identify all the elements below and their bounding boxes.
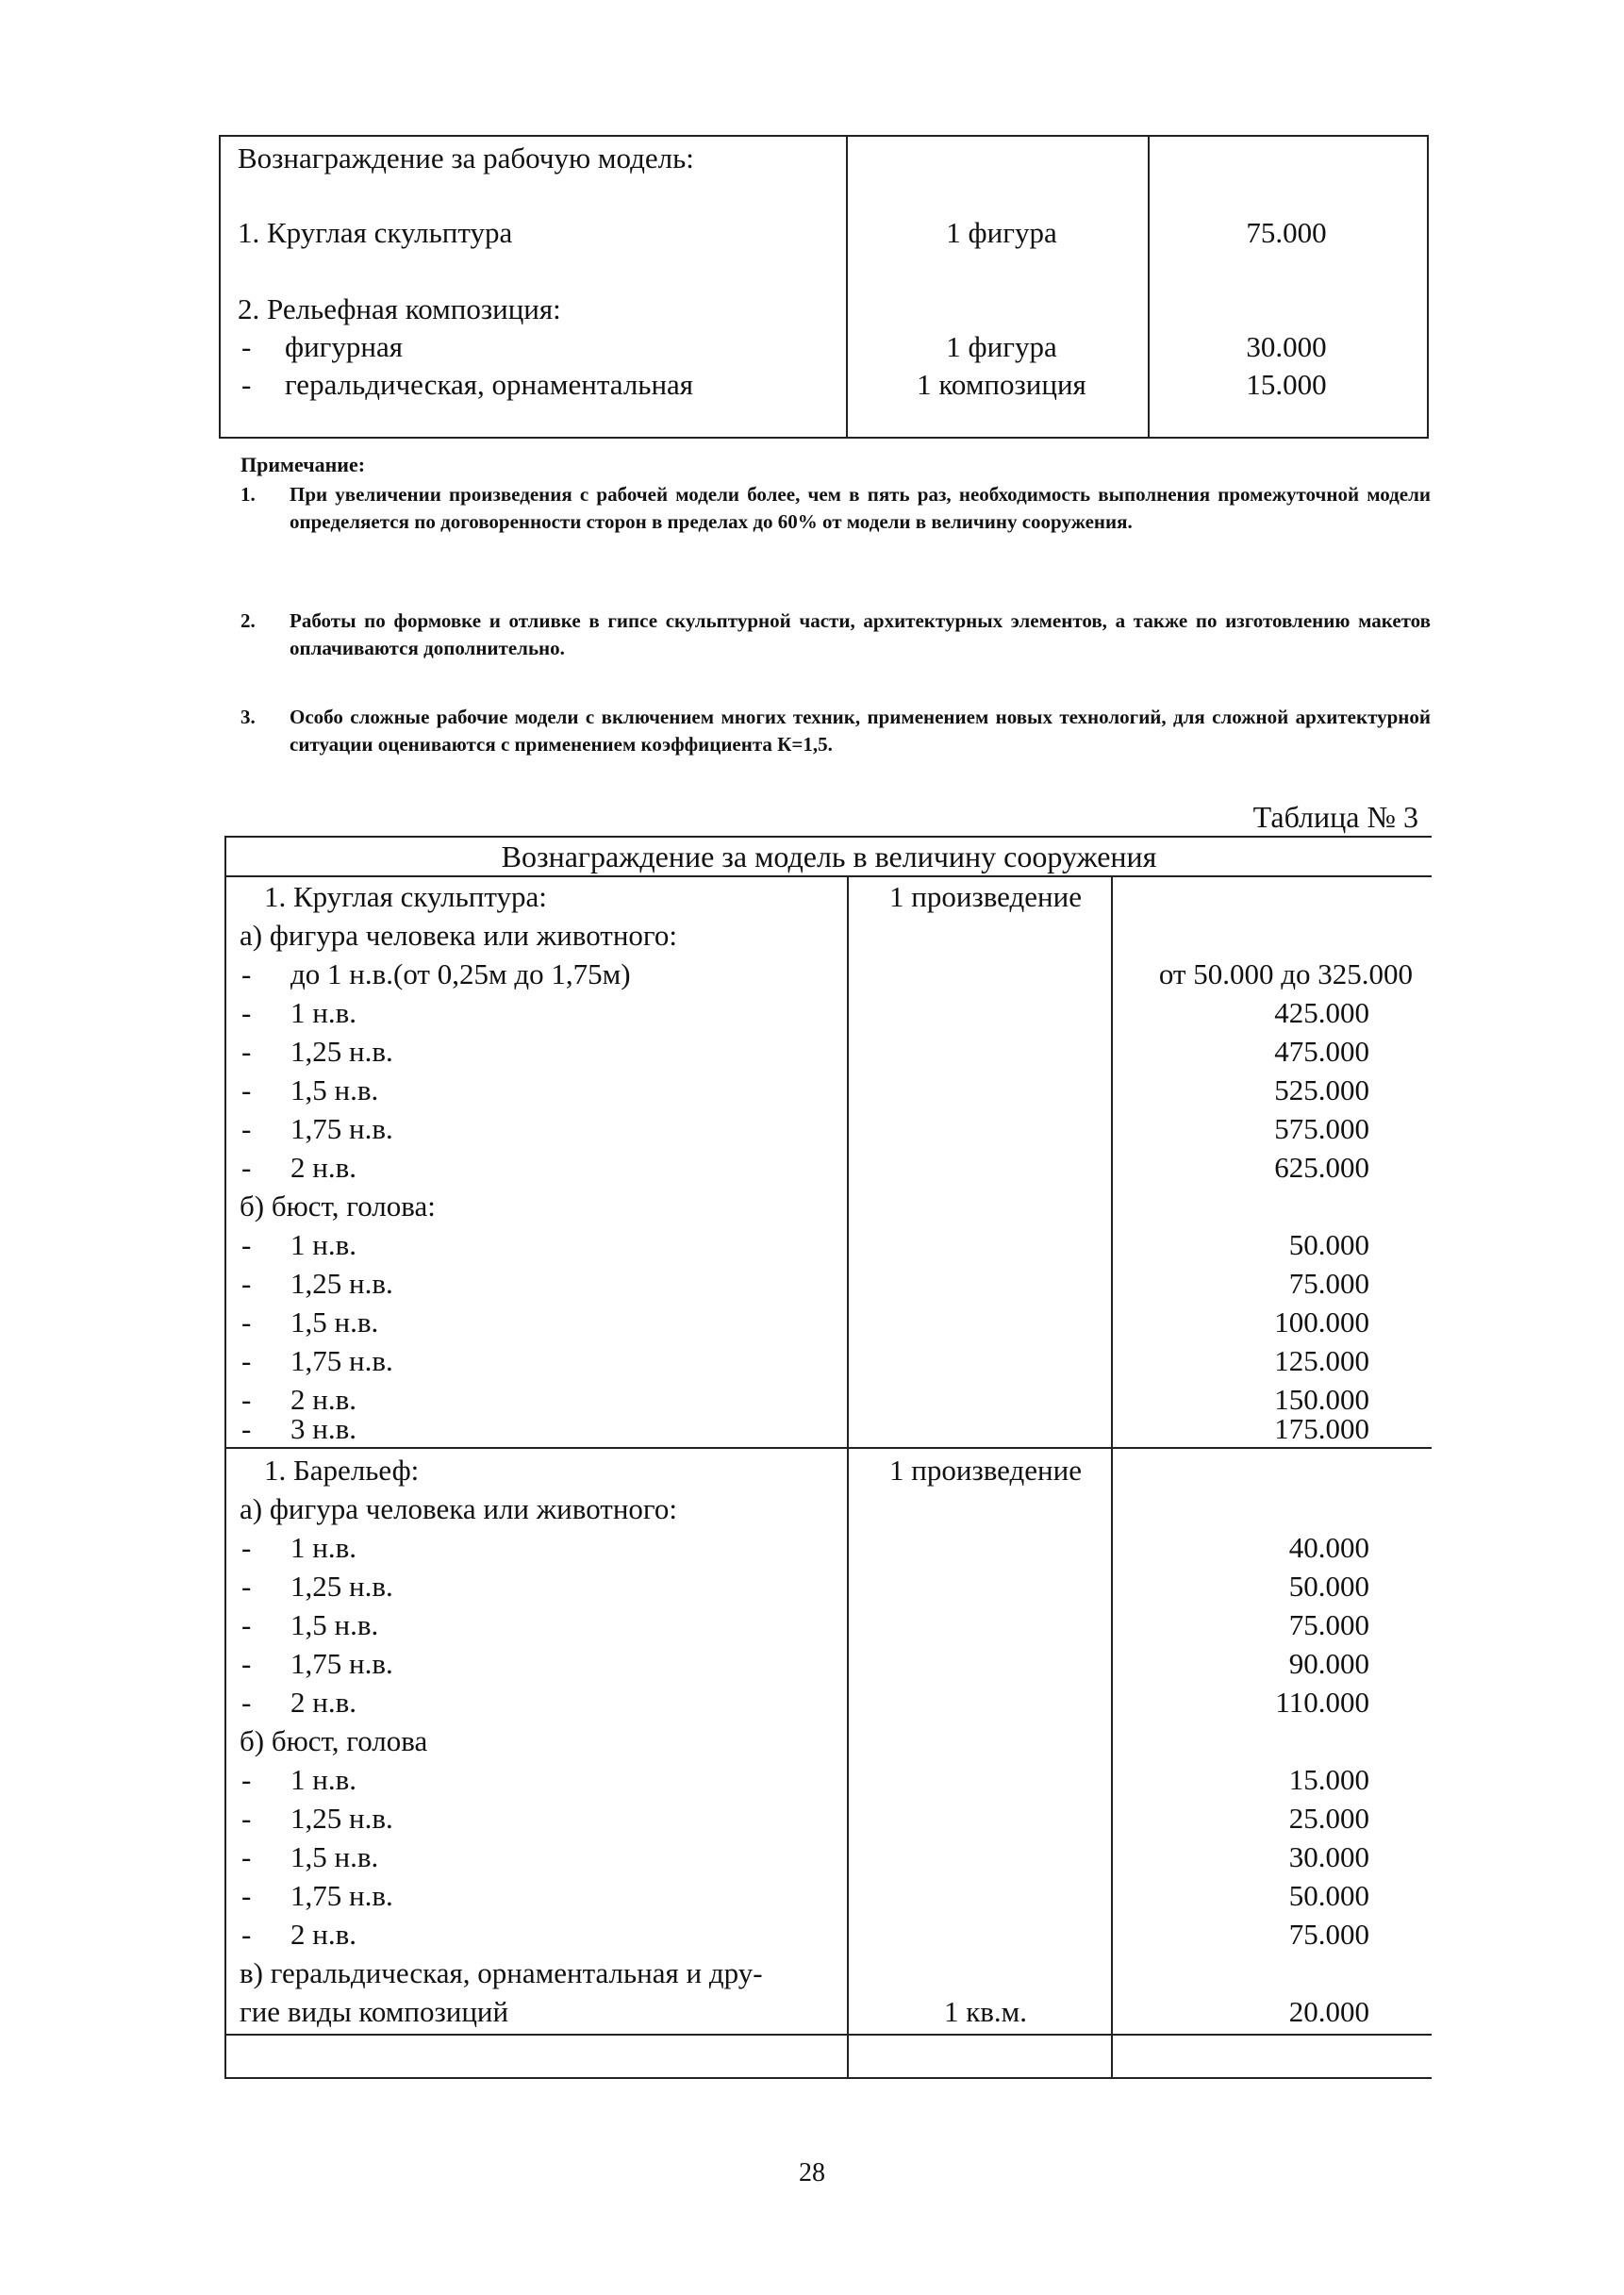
row-value: 175.000 (1274, 1412, 1369, 1445)
row-label: 2 н.в. (290, 1151, 356, 1184)
table1-item1-value: 75.000 (1246, 216, 1327, 249)
dash-mark: - (241, 1608, 252, 1641)
dash-mark: - (241, 1383, 252, 1416)
row-label: 1,75 н.в. (290, 1112, 393, 1145)
note-number: 2. (240, 609, 256, 632)
row-label: 1,75 н.в. (290, 1647, 393, 1680)
table-row (226, 1341, 1432, 1380)
row-value: 75.000 (1288, 1608, 1369, 1641)
table-row (226, 1409, 1432, 1448)
row-value: 15.000 (1288, 1763, 1369, 1796)
subsection-title: б) бюст, голова: (240, 1189, 436, 1222)
unit-cell: 1 произведение (889, 1454, 1082, 1487)
table1-item2a-value: 30.000 (1246, 330, 1327, 363)
dash-mark: - (241, 1073, 252, 1106)
row-label: 1,25 н.в. (290, 1570, 393, 1603)
note-text: При увеличении произведения с рабочей модели более, чем в пять раз, необходимость выполнения промежуточной модели определяется по договоренности сторон в пределах до 60% от модели в величину сооружения. (290, 483, 1431, 533)
table-row (226, 993, 1432, 1032)
dash-mark: - (241, 1763, 252, 1796)
page-number: 28 (799, 2158, 825, 2187)
table-row (226, 1992, 1432, 2031)
table1-item2b-name: геральдическая, орнаментальная (285, 368, 694, 401)
dash-mark: - (241, 1647, 252, 1680)
table-row (226, 877, 1432, 916)
table1-item2b-dash: - (241, 368, 252, 401)
table-row (226, 1451, 1432, 1489)
row-label: 3 н.в. (290, 1412, 356, 1445)
table-row (226, 1915, 1432, 1954)
dash-mark: - (241, 1686, 252, 1719)
dash-mark: - (241, 1035, 252, 1068)
table1-header: Вознаграждение за рабочую модель: (238, 141, 694, 175)
subsection-title: б) бюст, голова (240, 1724, 428, 1757)
row-label: 1,5 н.в. (290, 1073, 379, 1106)
table-row (226, 1876, 1432, 1915)
row-value: 525.000 (1274, 1073, 1369, 1106)
table-row (226, 955, 1432, 993)
dash-mark: - (241, 996, 252, 1029)
table-row (226, 1605, 1432, 1644)
section-title: 1. Барельеф: (264, 1454, 420, 1487)
row-label: 2 н.в. (290, 1383, 356, 1416)
row-value: 475.000 (1274, 1035, 1369, 1068)
table3-title: Вознаграждение за модель в величину сооружения (501, 840, 1157, 873)
row-label: 1,25 н.в. (290, 1267, 393, 1300)
subsection-title: а) фигура человека или животного: (240, 1492, 677, 1525)
table-row (226, 916, 1432, 955)
table1-item2b-unit: 1 композиция (917, 368, 1086, 401)
dash-mark: - (241, 957, 252, 990)
table1-item2a-dash: - (241, 330, 252, 363)
row-value: 50.000 (1288, 1879, 1369, 1912)
table-row (226, 1032, 1432, 1071)
row-value: от 50.000 до 325.000 (1158, 957, 1413, 990)
table-row (226, 1528, 1432, 1567)
row-label: 1 н.в. (290, 1228, 356, 1261)
dash-mark: - (241, 1344, 252, 1377)
row-divider (226, 2034, 1432, 2036)
row-value: 125.000 (1274, 1344, 1369, 1377)
row-value: 30.000 (1288, 1840, 1369, 1873)
dash-mark: - (241, 1802, 252, 1835)
table-row (226, 1187, 1432, 1225)
note-text: Особо сложные рабочие модели с включением многих техник, применением новых технологий, для сложной архитектурной ситуации оцениваются с применением коэффициента К=1,5. (290, 706, 1431, 756)
dash-mark: - (241, 1918, 252, 1951)
row-label: до 1 н.в.(от 0,25м до 1,75м) (290, 957, 631, 990)
table-row (226, 1264, 1432, 1303)
note-number: 3. (240, 706, 256, 728)
row-label: 1 н.в. (290, 1531, 356, 1564)
reward-full-size-model-table (224, 836, 1432, 2079)
unit-cell: 1 кв.м. (943, 1995, 1028, 2028)
note-item (240, 481, 1431, 566)
dash-mark: - (241, 1151, 252, 1184)
table-row (226, 1148, 1432, 1187)
row-label: 1,5 н.в. (290, 1305, 379, 1339)
dash-mark: - (241, 1840, 252, 1873)
table-row (226, 1721, 1432, 1760)
dash-mark: - (241, 1112, 252, 1145)
row-label: 1,25 н.в. (290, 1035, 393, 1068)
table-row (226, 1567, 1432, 1605)
dash-mark: - (241, 1267, 252, 1300)
dash-mark: - (241, 1412, 252, 1445)
row-value: 50.000 (1288, 1228, 1369, 1261)
table-row (226, 1954, 1432, 1992)
row-value: 20.000 (1288, 1995, 1369, 2028)
row-value: 50.000 (1288, 1570, 1369, 1603)
table-row (226, 1109, 1432, 1148)
table1-item2a-unit: 1 фигура (946, 330, 1057, 363)
table3-caption: Таблица № 3 (1252, 800, 1418, 834)
row-label: 2 н.в. (290, 1686, 356, 1719)
dash-mark: - (241, 1879, 252, 1912)
row-value: 150.000 (1274, 1383, 1369, 1416)
row-value: 575.000 (1274, 1112, 1369, 1145)
note-text: Работы по формовке и отливке в гипсе скульптурной части, архитектурных элементов, а также по изготовлению макетов оплачиваются дополнительно. (290, 609, 1431, 659)
row-label: 1 н.в. (290, 996, 356, 1029)
dash-mark: - (241, 1305, 252, 1339)
subsection-title-cont: гие виды композиций (240, 1995, 509, 2028)
table1-item2-name: 2. Рельефная композиция: (238, 292, 561, 325)
table-row (226, 1760, 1432, 1799)
table1-item1-name: 1. Круглая скульптура (238, 216, 513, 249)
dash-mark: - (241, 1570, 252, 1603)
row-value: 75.000 (1288, 1918, 1369, 1951)
table-row (226, 1644, 1432, 1683)
table-row (226, 1489, 1432, 1528)
column-divider (846, 137, 848, 437)
table1-item2b-value: 15.000 (1246, 368, 1327, 401)
reward-working-model-table (219, 135, 1429, 439)
row-label: 1,75 н.в. (290, 1344, 393, 1377)
table1-item1-unit: 1 фигура (946, 216, 1057, 249)
subsection-title: в) геральдическая, орнаментальная и дру- (240, 1956, 763, 1989)
row-value: 90.000 (1288, 1647, 1369, 1680)
row-label: 1,25 н.в. (290, 1802, 393, 1835)
row-label: 1,75 н.в. (290, 1879, 393, 1912)
row-value: 75.000 (1288, 1267, 1369, 1300)
row-label: 1,5 н.в. (290, 1608, 379, 1641)
table-row (226, 1799, 1432, 1838)
row-value: 625.000 (1274, 1151, 1369, 1184)
row-value: 25.000 (1288, 1802, 1369, 1835)
note-item (240, 607, 1431, 664)
dash-mark: - (241, 1228, 252, 1261)
row-divider (226, 2077, 1432, 2079)
table1-item2a-name: фигурная (285, 330, 403, 363)
table-row (226, 1683, 1432, 1721)
dash-mark: - (241, 1531, 252, 1564)
row-label: 1,5 н.в. (290, 1840, 379, 1873)
note-number: 1. (240, 483, 256, 506)
row-value: 40.000 (1288, 1531, 1369, 1564)
unit-cell: 1 произведение (889, 880, 1082, 913)
note-item (240, 704, 1431, 760)
row-label: 2 н.в. (290, 1918, 356, 1951)
row-value: 100.000 (1274, 1305, 1369, 1339)
table-row (226, 1225, 1432, 1264)
table-row (226, 1303, 1432, 1341)
table-row (226, 1838, 1432, 1876)
row-value: 110.000 (1275, 1686, 1369, 1719)
notes-heading: Примечание: (240, 453, 366, 476)
table-row (226, 1071, 1432, 1109)
row-value: 425.000 (1274, 996, 1369, 1029)
section-title: 1. Круглая скульптура: (264, 880, 547, 913)
subsection-title: а) фигура человека или животного: (240, 919, 677, 952)
row-label: 1 н.в. (290, 1763, 356, 1796)
